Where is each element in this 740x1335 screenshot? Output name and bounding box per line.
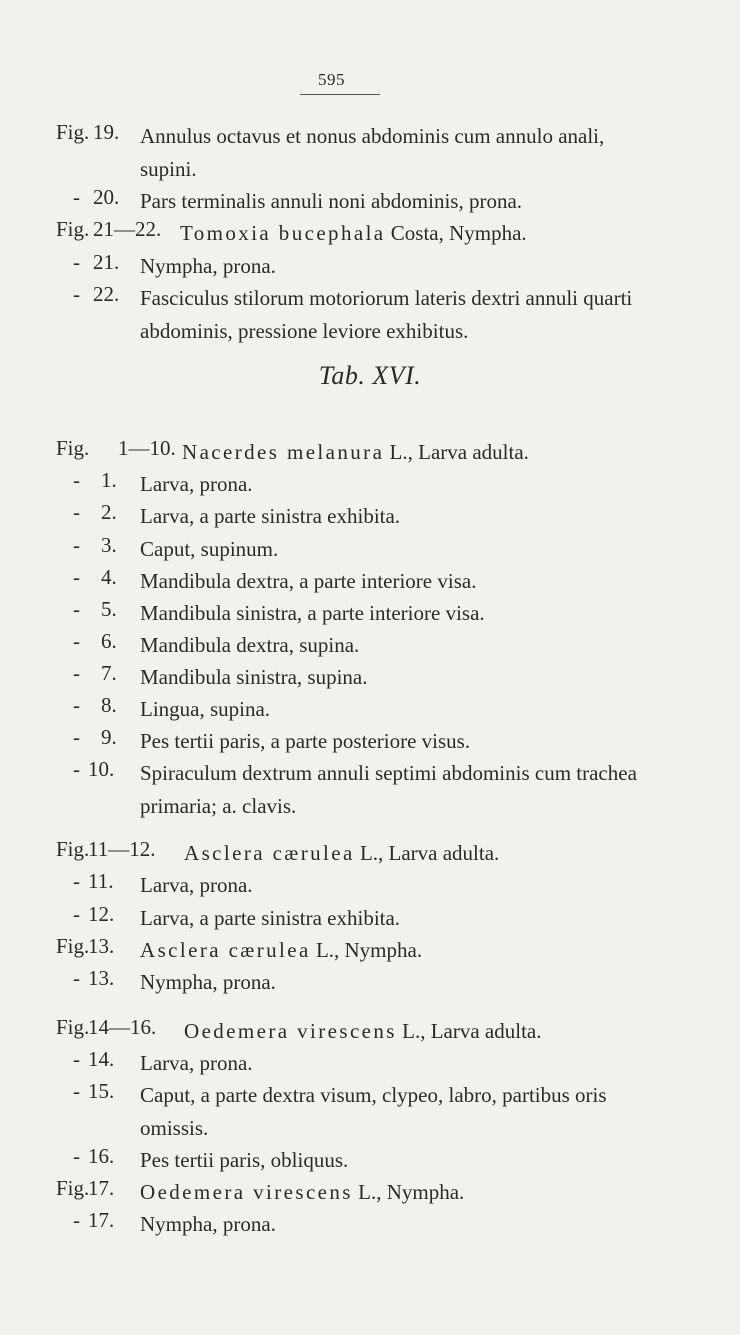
species-name: Nacerdes melanura — [182, 440, 385, 464]
figure-caption: Nympha, prona. — [140, 254, 276, 278]
figure-prefix: Fig. — [56, 1015, 90, 1039]
figure-prefix: - — [73, 1144, 80, 1168]
figure-caption — [180, 217, 700, 250]
caption-text: L., Larva adulta. — [359, 841, 500, 865]
figure-prefix: - — [73, 1208, 80, 1232]
figure-number: 3. — [101, 533, 117, 557]
figure-number: 14—16. — [88, 1015, 157, 1039]
figure-number: 20. — [93, 185, 120, 209]
figure-caption: Mandibula dextra, supina. — [140, 633, 360, 657]
figure-prefix: Fig. — [56, 837, 90, 861]
figure-prefix: Fig. — [56, 217, 90, 241]
figure-number: 14. — [88, 1047, 115, 1071]
figure-caption: Larva, a parte sinistra exhibita. — [140, 906, 401, 930]
figure-prefix: - — [73, 250, 80, 274]
figure-caption: Mandibula sinistra, supina. — [140, 665, 368, 689]
figure-prefix: - — [73, 966, 80, 990]
caption-text: Costa, Nympha. — [390, 221, 527, 245]
figure-number: 11. — [88, 869, 114, 893]
figure-caption — [140, 934, 660, 967]
species-name: Tomoxia bucephala — [180, 221, 386, 245]
figure-caption: Larva, prona. — [140, 472, 253, 496]
figure-number: 12. — [88, 902, 115, 926]
figure-prefix: Fig. — [56, 1176, 90, 1200]
figure-caption: Pars terminalis annuli noni abdominis, prona. — [140, 189, 523, 213]
figure-caption: Caput, a parte dextra visum, clypeo, labro, partibus oris omissis. — [140, 1083, 607, 1140]
figure-number: 17. — [88, 1208, 115, 1232]
figure-prefix: - — [73, 500, 80, 524]
caption-text: L., Nympha. — [315, 938, 423, 962]
figure-number: 9. — [101, 725, 117, 749]
figure-caption — [182, 436, 702, 469]
figure-prefix: - — [73, 1079, 80, 1103]
figure-caption: Spiraculum dextrum annuli septimi abdominis cum trachea primaria; a. clavis. — [140, 761, 637, 818]
figure-caption: Larva, prona. — [140, 873, 253, 897]
figure-caption: Pes tertii paris, obliquus. — [140, 1148, 349, 1172]
caption-text: L., Larva adulta. — [389, 440, 529, 464]
figure-prefix: - — [73, 629, 80, 653]
figure-number: 1—10. — [118, 436, 176, 460]
figure-caption: Caput, supinum. — [140, 537, 279, 561]
figure-caption: Mandibula dextra, a parte interiore visa. — [140, 569, 477, 593]
figure-prefix: - — [73, 725, 80, 749]
figure-number: 6. — [101, 629, 117, 653]
figure-caption: Annulus octavus et nonus abdominis cum annulo anali, supini. — [140, 124, 605, 181]
figure-prefix: Fig. — [56, 436, 90, 460]
figure-caption — [140, 1176, 660, 1209]
figure-caption: Fasciculus stilorum motoriorum lateris dextri annuli quarti abdominis, pressione leviore exhibitus. — [140, 286, 633, 343]
figure-prefix: - — [73, 185, 80, 209]
figure-prefix: - — [73, 533, 80, 557]
figure-prefix: Fig. — [56, 120, 90, 144]
figure-number: 7. — [101, 661, 117, 685]
figure-number: 4. — [101, 565, 117, 589]
plate-heading: Tab. XVI. — [318, 361, 422, 390]
figure-number: 5. — [101, 597, 117, 621]
figure-number: 17. — [88, 1176, 115, 1200]
figure-caption: Nympha, prona. — [140, 970, 276, 994]
figure-caption: Pes tertii paris, a parte posteriore visus. — [140, 729, 471, 753]
figure-number: 21. — [93, 250, 120, 274]
figure-number: 22. — [93, 282, 120, 306]
figure-caption: Larva, prona. — [140, 1051, 253, 1075]
figure-caption: Nympha, prona. — [140, 1212, 276, 1236]
figure-caption: Lingua, supina. — [140, 697, 271, 721]
caption-text: L., Larva adulta. — [402, 1019, 542, 1043]
species-name: Oedemera virescens — [184, 1019, 397, 1043]
figure-number: 8. — [101, 693, 117, 717]
figure-prefix: - — [73, 757, 80, 781]
figure-number: 2. — [101, 500, 117, 524]
figure-prefix: - — [73, 661, 80, 685]
figure-prefix: - — [73, 693, 80, 717]
figure-prefix: Fig. — [56, 934, 90, 958]
figure-caption — [184, 1015, 704, 1048]
species-name: Oedemera virescens — [140, 1180, 353, 1204]
figure-caption — [184, 837, 704, 870]
figure-number: 15. — [88, 1079, 115, 1103]
figure-caption: Mandibula sinistra, a parte interiore visa. — [140, 601, 485, 625]
figure-number: 11—12. — [88, 837, 156, 861]
figure-number: 10. — [88, 757, 115, 781]
figure-caption: Larva, a parte sinistra exhibita. — [140, 504, 401, 528]
figure-prefix: - — [73, 902, 80, 926]
figure-prefix: - — [73, 1047, 80, 1071]
figure-number: 13. — [88, 934, 115, 958]
figure-prefix: - — [73, 468, 80, 492]
species-name: Asclera cærulea — [140, 938, 311, 962]
species-name: Asclera cærulea — [184, 841, 355, 865]
figure-number: 19. — [93, 120, 120, 144]
figure-prefix: - — [73, 565, 80, 589]
figure-prefix: - — [73, 282, 80, 306]
page-number: 595 — [318, 70, 345, 89]
figure-number: 21—22. — [93, 217, 162, 241]
figure-number: 13. — [88, 966, 115, 990]
caption-text: L., Nympha. — [358, 1180, 465, 1204]
figure-prefix: - — [73, 597, 80, 621]
figure-number: 1. — [101, 468, 117, 492]
figure-number: 16. — [88, 1144, 115, 1168]
page-number-rule — [300, 94, 380, 95]
figure-prefix: - — [73, 869, 80, 893]
